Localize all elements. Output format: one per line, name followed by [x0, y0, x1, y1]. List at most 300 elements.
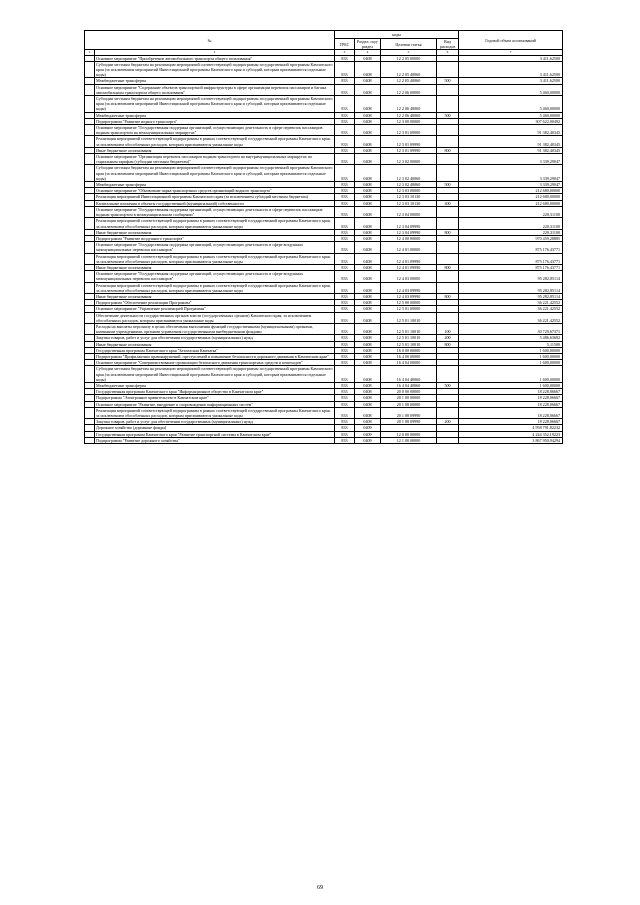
row-razdel: 0408	[355, 389, 381, 395]
row-razdel: 0408	[355, 360, 381, 366]
row-description: Подпрограмма "Профилактика правонарушений, преступлений и повышение безопасности дорожного движения в Камчатском крае"	[95, 353, 335, 359]
row-amount: 91 382,40345	[459, 147, 563, 153]
row-target-article: 12 3 04 00000	[381, 206, 437, 217]
table-row	[85, 366, 563, 383]
table-row	[85, 61, 563, 78]
row-razdel: 0408	[355, 419, 381, 425]
row-amount: 212 680,00000	[459, 200, 563, 206]
row-description: Обеспечение деятельности государственных органов власти (государственных органов) Камчатского края, за исключением обособленных расходов, которым присваиваются уникальные коды	[95, 312, 335, 323]
row-razdel: 0408	[355, 401, 381, 407]
row-grbs: 833	[335, 112, 355, 118]
row-target-article: 12 1 00 00000	[381, 437, 437, 443]
row-grbs: 833	[335, 437, 355, 443]
row-grbs: 833	[335, 271, 355, 282]
row-number-cell	[85, 242, 95, 253]
table-row	[85, 323, 563, 334]
row-amount: 91 382,40345	[459, 125, 563, 136]
row-razdel: 0408	[355, 218, 381, 229]
row-grbs: 833	[335, 194, 355, 200]
row-target-article: 12 3 01 09990	[381, 136, 437, 147]
row-razdel: 0409	[355, 437, 381, 443]
row-razdel: 0408	[355, 382, 381, 388]
row-expense-type	[437, 282, 459, 293]
row-razdel: 0408	[355, 165, 381, 182]
row-description: Иные бюджетные ассигнования	[95, 341, 335, 347]
table-header	[85, 31, 563, 56]
budget-table	[84, 30, 563, 444]
row-amount: 3 867 950,94294	[459, 437, 563, 443]
row-description: Дорожное хозяйство (дорожные фонды)	[95, 425, 335, 431]
row-amount: 5 460,00000	[459, 96, 563, 113]
row-expense-type	[437, 84, 459, 95]
table-body	[85, 55, 563, 443]
row-amount: 18 228,06667	[459, 401, 563, 407]
row-grbs: 833	[335, 382, 355, 388]
row-number-cell	[85, 271, 95, 282]
row-expense-type: 800	[437, 341, 459, 347]
row-razdel: 0408	[355, 347, 381, 353]
row-grbs: 833	[335, 293, 355, 299]
row-amount: 36 221,42552	[459, 300, 563, 306]
row-expense-type: 800	[437, 293, 459, 299]
row-grbs: 833	[335, 401, 355, 407]
row-razdel: 0408	[355, 306, 381, 312]
row-grbs: 833	[335, 407, 355, 418]
row-expense-type: 200	[437, 335, 459, 341]
table-row	[85, 206, 563, 217]
row-expense-type: 500	[437, 382, 459, 388]
row-target-article: 12 2 06 40060	[381, 112, 437, 118]
row-grbs: 833	[335, 300, 355, 306]
table-row	[85, 96, 563, 113]
row-grbs: 833	[335, 353, 355, 359]
row-description: Иные бюджетные ассигнования	[95, 229, 335, 235]
row-target-article: 12 2 06 40060	[381, 96, 437, 113]
row-razdel: 0408	[355, 61, 381, 78]
column-number: 6	[437, 50, 459, 55]
row-expense-type	[437, 154, 459, 165]
row-grbs: 833	[335, 165, 355, 182]
row-grbs: 833	[335, 335, 355, 341]
row-description: Субсидии местным бюджетам на реализацию мероприятий соответствующей подпрограммы государственной программы Камчатского края (за исключением мероприятий Инвестиционной программы Камчатского края и субсидий, которым присваиваются отдельные коды)	[96, 366, 333, 382]
row-expense-type	[437, 312, 459, 323]
row-grbs: 833	[335, 125, 355, 136]
row-grbs: 833	[335, 154, 355, 165]
row-description: Подпрограмма "Электронное правительство в Камчатском крае"	[95, 395, 335, 401]
row-grbs: 833	[335, 188, 355, 194]
row-amount: 95 282,85114	[459, 271, 563, 282]
row-grbs: 833	[335, 323, 355, 334]
row-razdel: 0408	[355, 136, 381, 147]
row-grbs: 833	[335, 229, 355, 235]
row-target-article: 16 4 04 00000	[381, 360, 437, 366]
row-target-article: 12 3 02 40060	[381, 165, 437, 182]
budget-table-page	[84, 30, 562, 444]
row-razdel: 0408	[355, 125, 381, 136]
table-row	[85, 125, 563, 136]
row-grbs: 833	[335, 312, 355, 323]
column-number: 5	[381, 50, 437, 55]
row-description: Основное мероприятие "Совершенствование организации безопасного движения транспортных средств и пешеходов"	[95, 360, 335, 366]
row-razdel: 0409	[355, 425, 381, 431]
row-expense-type	[437, 366, 459, 383]
row-expense-type	[437, 242, 459, 253]
row-expense-type	[437, 165, 459, 182]
row-expense-type: 100	[437, 323, 459, 334]
row-amount: 212 680,00000	[459, 194, 563, 200]
row-expense-type: 500	[437, 182, 459, 188]
row-grbs: 833	[335, 395, 355, 401]
column-number: 4	[355, 50, 381, 55]
row-number-cell	[85, 125, 95, 136]
row-target-article: 16 0 00 00000	[381, 347, 437, 353]
row-description: Основное мероприятие "Государственная поддержка организаций, осуществляющих деятельность в сфере воздушных межмуниципальных перевозок пассажиров"	[95, 242, 335, 253]
row-grbs: 833	[335, 425, 355, 431]
row-razdel: 0408	[355, 323, 381, 334]
row-amount: 5 486,63682	[459, 335, 563, 341]
row-expense-type: 800	[437, 147, 459, 153]
row-expense-type	[437, 271, 459, 282]
row-description: Основное мероприятие "Организация перевозок пассажиров водным транспортом на внутримуниципальных маршрутах по социальным тарифам (субсидии местным бюджетам)"	[95, 154, 335, 165]
row-description: Капитальные вложения в объекты государственной (муниципальной) собственности	[95, 200, 335, 206]
row-description: Основное мероприятие "Содержание объектов транспортной инфраструктуры в сфере организации перевозок пассажиров и багажа автомобильным транспортом общего пользования"	[95, 84, 335, 95]
row-number-cell	[85, 323, 95, 334]
row-razdel: 0408	[355, 147, 381, 153]
row-amount: 5,11500	[459, 341, 563, 347]
row-amount: 18 228,06667	[459, 395, 563, 401]
row-grbs: 833	[335, 147, 355, 153]
row-expense-type: 500	[437, 78, 459, 84]
row-razdel: 0408	[355, 242, 381, 253]
row-grbs: 833	[335, 218, 355, 229]
header-grbs: ГРБС	[335, 39, 355, 50]
row-target-article: 12 4 01 09990	[381, 253, 437, 264]
row-grbs: 833	[335, 264, 355, 270]
row-grbs: 833	[335, 431, 355, 437]
row-description: Расходы на выплаты персоналу в целях обеспечения выполнения функций государственными (муниципальными) органами, казенными учреждениями, органами управления государственными внебюджетными фондами	[95, 323, 335, 334]
row-expense-type	[437, 96, 459, 113]
table-row	[85, 218, 563, 229]
row-description: Подпрограмма "Обеспечение реализации Программы"	[95, 300, 335, 306]
row-description: Иные бюджетные ассигнования	[95, 264, 335, 270]
row-amount: 3 411,62500	[459, 78, 563, 84]
row-description: Субсидии местным бюджетам на реализацию мероприятий соответствующей подпрограммы государственной программы Камчатского края (за исключением мероприятий Инвестиционной программы Камчатского края и субсидий, которым присваиваются отдельные коды)	[96, 96, 333, 112]
row-description: Межбюджетные трансферты	[95, 182, 335, 188]
row-razdel: 0408	[355, 341, 381, 347]
row-razdel: 0408	[355, 293, 381, 299]
row-grbs: 833	[335, 419, 355, 425]
row-expense-type	[437, 61, 459, 78]
row-description: Закупка товаров, работ и услуг для обеспечения государственных (муниципальных) нужд	[95, 335, 335, 341]
row-number-cell	[85, 61, 95, 78]
row-razdel: 0408	[355, 335, 381, 341]
row-razdel: 0408	[355, 253, 381, 264]
row-razdel: 0408	[355, 84, 381, 95]
row-razdel: 0408	[355, 194, 381, 200]
row-expense-type: 800	[437, 229, 459, 235]
row-target-article: 12 3 03 10130	[381, 200, 437, 206]
row-target-article: 12 3 03 10130	[381, 194, 437, 200]
row-grbs: 833	[335, 366, 355, 383]
page-number: 69	[317, 885, 323, 891]
row-razdel: 0408	[355, 300, 381, 306]
row-grbs: 833	[335, 55, 355, 61]
row-amount: 95 282,85114	[459, 293, 563, 299]
row-target-article: 12 3 02 00000	[381, 154, 437, 165]
row-number-cell	[85, 282, 95, 293]
row-target-article: 12 4 00 00000	[381, 235, 437, 241]
row-razdel: 0408	[355, 282, 381, 293]
row-grbs: 833	[335, 118, 355, 124]
row-target-article: 12 3 04 09990	[381, 218, 437, 229]
row-number-cell	[85, 206, 95, 217]
row-amount: 95 282,85114	[459, 282, 563, 293]
row-razdel: 0408	[355, 264, 381, 270]
row-target-article: 20 1 08 00000	[381, 401, 437, 407]
row-number-cell	[85, 154, 95, 165]
row-description: Субсидии местным бюджетам на реализацию мероприятий соответствующей подпрограммы государственной программы Камчатского края (за исключением мероприятий Инвестиционной программы Камчатского края и субсидий, которым присваиваются отдельные коды)	[96, 165, 333, 181]
row-amount: 212 680,00000	[459, 188, 563, 194]
row-grbs: 833	[335, 306, 355, 312]
row-number-cell	[85, 96, 95, 113]
row-number-cell	[85, 165, 95, 182]
row-number-cell	[85, 407, 95, 418]
row-target-article: 12 3 04 09990	[381, 229, 437, 235]
row-expense-type	[437, 206, 459, 217]
row-grbs: 833	[335, 61, 355, 78]
row-target-article: 12 4 01 00000	[381, 242, 437, 253]
row-target-article: 12 5 01 00000	[381, 306, 437, 312]
row-razdel: 0408	[355, 407, 381, 418]
row-amount: 5 460,00000	[459, 112, 563, 118]
row-target-article: 20 1 08 09990	[381, 407, 437, 418]
row-razdel: 0408	[355, 55, 381, 61]
row-razdel: 0408	[355, 395, 381, 401]
row-expense-type: 200	[437, 419, 459, 425]
row-description: Реализация мероприятий Инвестиционной программы Камчатского края (за исключением субсидий местным бюджетам)	[95, 194, 335, 200]
row-number-cell	[85, 437, 95, 443]
row-amount: 5 460,00000	[459, 84, 563, 95]
row-description: Основное мероприятие "Государственная поддержка организаций, осуществляющих деятельность в сфере перевозок пассажиров водным транспортом на межмуниципальных маршрутах"	[95, 125, 335, 136]
row-description: Субсидии местным бюджетам на реализацию мероприятий соответствующей подпрограммы государственной программы Камчатского края (за исключением мероприятий Инвестиционной программы Камчатского края и субсидий, которым присваиваются отдельные коды)	[96, 61, 333, 78]
row-razdel: 0408	[355, 312, 381, 323]
row-target-article: 12 3 00 00000	[381, 118, 437, 124]
row-razdel: 0408	[355, 200, 381, 206]
row-amount: 1 600,00000	[459, 360, 563, 366]
row-grbs: 833	[335, 389, 355, 395]
row-description: Основное мероприятие "Обновление парка транспортных средств организаций водного транспорта"	[95, 188, 335, 194]
row-description: Основное мероприятие "Развитие, внедрение и сопровождение информационных систем"	[95, 401, 335, 407]
row-amount: 307 622,00492	[459, 118, 563, 124]
table-row	[85, 165, 563, 182]
row-target-article: 12 4 03 00000	[381, 271, 437, 282]
row-grbs: 833	[335, 200, 355, 206]
row-target-article: 12 5 01 10010	[381, 335, 437, 341]
row-razdel: 0408	[355, 182, 381, 188]
row-grbs: 833	[335, 96, 355, 113]
row-expense-type: 800	[437, 264, 459, 270]
column-number: 7	[459, 50, 563, 55]
row-amount: 875 176,43771	[459, 253, 563, 264]
row-number-cell	[85, 84, 95, 95]
row-description: Иные бюджетные ассигнования	[95, 293, 335, 299]
row-expense-type: 500	[437, 112, 459, 118]
row-amount: 91 382,40345	[459, 136, 563, 147]
row-amount: 220,31100	[459, 218, 563, 229]
row-target-article: 16 4 00 00000	[381, 353, 437, 359]
row-description: Реализация мероприятий соответствующей подпрограммы в рамках соответствующей государственной программы Камчатского края, за исключением обособленных расходов, которым присваиваются уникальные коды	[95, 253, 335, 264]
row-description: Государственная программа Камчатского края "Безопасная Камчатка"	[95, 347, 335, 353]
row-description: Основное мероприятие "Приобретение автомобильного транспорта общего пользования"	[95, 55, 335, 61]
table-row	[85, 253, 563, 264]
row-expense-type	[437, 218, 459, 229]
row-razdel: 0408	[355, 118, 381, 124]
row-description: Реализация мероприятий соответствующей подпрограммы в рамках соответствующей государственной программы Камчатского края, за исключением обособленных расходов, которым присваиваются уникальные коды	[95, 136, 335, 147]
row-target-article: 20 1 00 00000	[381, 395, 437, 401]
row-target-article: 12 2 06 00000	[381, 84, 437, 95]
row-grbs: 833	[335, 78, 355, 84]
row-amount: 3 339,29047	[459, 165, 563, 182]
table-row	[85, 271, 563, 282]
row-razdel: 0408	[355, 206, 381, 217]
row-grbs: 833	[335, 341, 355, 347]
row-grbs: 833	[335, 242, 355, 253]
row-amount: 3 411,62500	[459, 61, 563, 78]
row-amount: 220,31100	[459, 206, 563, 217]
row-razdel: 0408	[355, 96, 381, 113]
row-target-article: 12 2 05 40060	[381, 61, 437, 78]
table-row	[85, 282, 563, 293]
table-row	[85, 136, 563, 147]
row-description: Подпрограмма "Развитие воздушного транспорта"	[95, 235, 335, 241]
row-razdel: 0408	[355, 154, 381, 165]
column-number: 2	[95, 50, 335, 55]
header-num: №	[85, 31, 335, 50]
row-amount: 3 339,29047	[459, 154, 563, 165]
row-target-article: 12 5 01 10010	[381, 312, 437, 323]
row-description: Межбюджетные трансферты	[95, 78, 335, 84]
row-razdel: 0408	[355, 188, 381, 194]
row-amount: 36 221,42552	[459, 312, 563, 323]
row-number-cell	[85, 136, 95, 147]
row-description: Закупка товаров, работ и услуг для обеспечения государственных (муниципальных) нужд	[95, 419, 335, 425]
row-amount: 30 729,67371	[459, 323, 563, 334]
table-row	[85, 407, 563, 418]
row-grbs: 833	[335, 347, 355, 353]
row-razdel: 0408	[355, 353, 381, 359]
row-target-article: 12 5 01 10010	[381, 323, 437, 334]
row-target-article: 12 5 00 00000	[381, 300, 437, 306]
row-description: Государственная программа Камчатского края "Информационное общество в Камчатском крае"	[95, 389, 335, 395]
row-amount: 1 600,00000	[459, 382, 563, 388]
row-description: Государственная программа Камчатского края "Развитие транспортной системы в Камчатском крае"	[95, 431, 335, 437]
header-annual: Годовой объем ассигнований	[459, 31, 563, 50]
row-expense-type	[437, 136, 459, 147]
row-amount: 875 176,43771	[459, 242, 563, 253]
row-expense-type	[437, 407, 459, 418]
row-grbs: 833	[335, 253, 355, 264]
row-description: Межбюджетные трансферты	[95, 112, 335, 118]
row-description: Подпрограмма "Развитие дорожного хозяйства"	[95, 437, 335, 443]
row-description: Иные бюджетные ассигнования	[95, 147, 335, 153]
row-amount: 1 600,00000	[459, 347, 563, 353]
row-amount: 220,31100	[459, 229, 563, 235]
row-razdel: 0408	[355, 112, 381, 118]
row-grbs: 833	[335, 282, 355, 293]
row-amount: 875 176,43771	[459, 264, 563, 270]
row-grbs: 833	[335, 360, 355, 366]
row-razdel: 0408	[355, 78, 381, 84]
row-number-cell	[85, 312, 95, 323]
row-target-article: 16 4 04 40060	[381, 366, 437, 383]
row-amount: 3 411,62500	[459, 55, 563, 61]
header-codes: коды	[335, 31, 459, 39]
row-grbs: 833	[335, 182, 355, 188]
row-amount: 36 221,42552	[459, 306, 563, 312]
row-target-article: 12 3 03 00000	[381, 188, 437, 194]
table-row	[85, 84, 563, 95]
row-target-article: 12 2 05 00000	[381, 55, 437, 61]
row-expense-type	[437, 253, 459, 264]
table-row	[85, 437, 563, 443]
table-row	[85, 154, 563, 165]
row-description: Реализация мероприятий соответствующей подпрограммы в рамках соответствующей государственной программы Камчатского края, за исключением обособленных расходов, которым присваиваются уникальные коды	[95, 282, 335, 293]
row-razdel: 0409	[355, 431, 381, 437]
row-razdel: 0408	[355, 366, 381, 383]
row-amount: 1 600,00000	[459, 353, 563, 359]
row-target-article: 12 4 03 09990	[381, 293, 437, 299]
row-description: Основное мероприятие "Управление реализацией Программы"	[95, 306, 335, 312]
row-target-article: 12 3 01 00000	[381, 125, 437, 136]
header-vid: Вид расходов	[437, 39, 459, 50]
row-razdel: 0408	[355, 229, 381, 235]
row-description: Реализация мероприятий соответствующей подпрограммы в рамках соответствующей государственной программы Камчатского края, за исключением обособленных расходов, которым присваиваются уникальные коды	[95, 407, 335, 418]
header-tsel: Целевая статья	[381, 39, 437, 50]
row-number-cell	[85, 218, 95, 229]
row-target-article: 12 3 02 40060	[381, 182, 437, 188]
row-expense-type	[437, 125, 459, 136]
row-amount: 970 459,28885	[459, 235, 563, 241]
row-description: Реализация мероприятий соответствующей подпрограммы в рамках соответствующей государственной программы Камчатского края, за исключением обособленных расходов, которым присваиваются уникальные коды	[95, 218, 335, 229]
row-grbs: 833	[335, 206, 355, 217]
row-grbs: 833	[335, 136, 355, 147]
row-grbs: 833	[335, 235, 355, 241]
row-expense-type	[437, 437, 459, 443]
row-target-article: 12 4 03 09990	[381, 282, 437, 293]
row-description: Основное мероприятие "Государственная поддержка организаций, осуществляющих деятельность в сфере перевозок пассажиров водным транспортом в межмуниципальном сообщении"	[95, 206, 335, 217]
row-target-article: 20 1 08 09990	[381, 419, 437, 425]
row-target-article: 12 0 00 00000	[381, 431, 437, 437]
row-grbs: 833	[335, 84, 355, 95]
row-description: Межбюджетные трансферты	[95, 382, 335, 388]
row-amount: 4 958 791,82232	[459, 425, 563, 431]
header-razdel: Раздел, под-раздел	[355, 39, 381, 50]
row-number-cell	[85, 366, 95, 383]
row-razdel: 0408	[355, 271, 381, 282]
row-description: Основное мероприятие "Государственная поддержка организаций, осуществляющих деятельность в сфере воздушных межмуниципальных перевозок пассажиров"	[95, 271, 335, 282]
column-number: 1	[85, 50, 95, 55]
table-row	[85, 312, 563, 323]
row-target-article: 12 5 01 10010	[381, 341, 437, 347]
row-target-article: 12 4 01 09990	[381, 264, 437, 270]
row-target-article: 12 2 05 40060	[381, 78, 437, 84]
row-target-article: 16 4 04 40060	[381, 382, 437, 388]
column-number: 3	[335, 50, 355, 55]
row-amount: 1 600,00000	[459, 366, 563, 383]
row-target-article: 12 3 01 09990	[381, 147, 437, 153]
row-amount: 18 228,06667	[459, 389, 563, 395]
row-amount: 18 228,06667	[459, 419, 563, 425]
